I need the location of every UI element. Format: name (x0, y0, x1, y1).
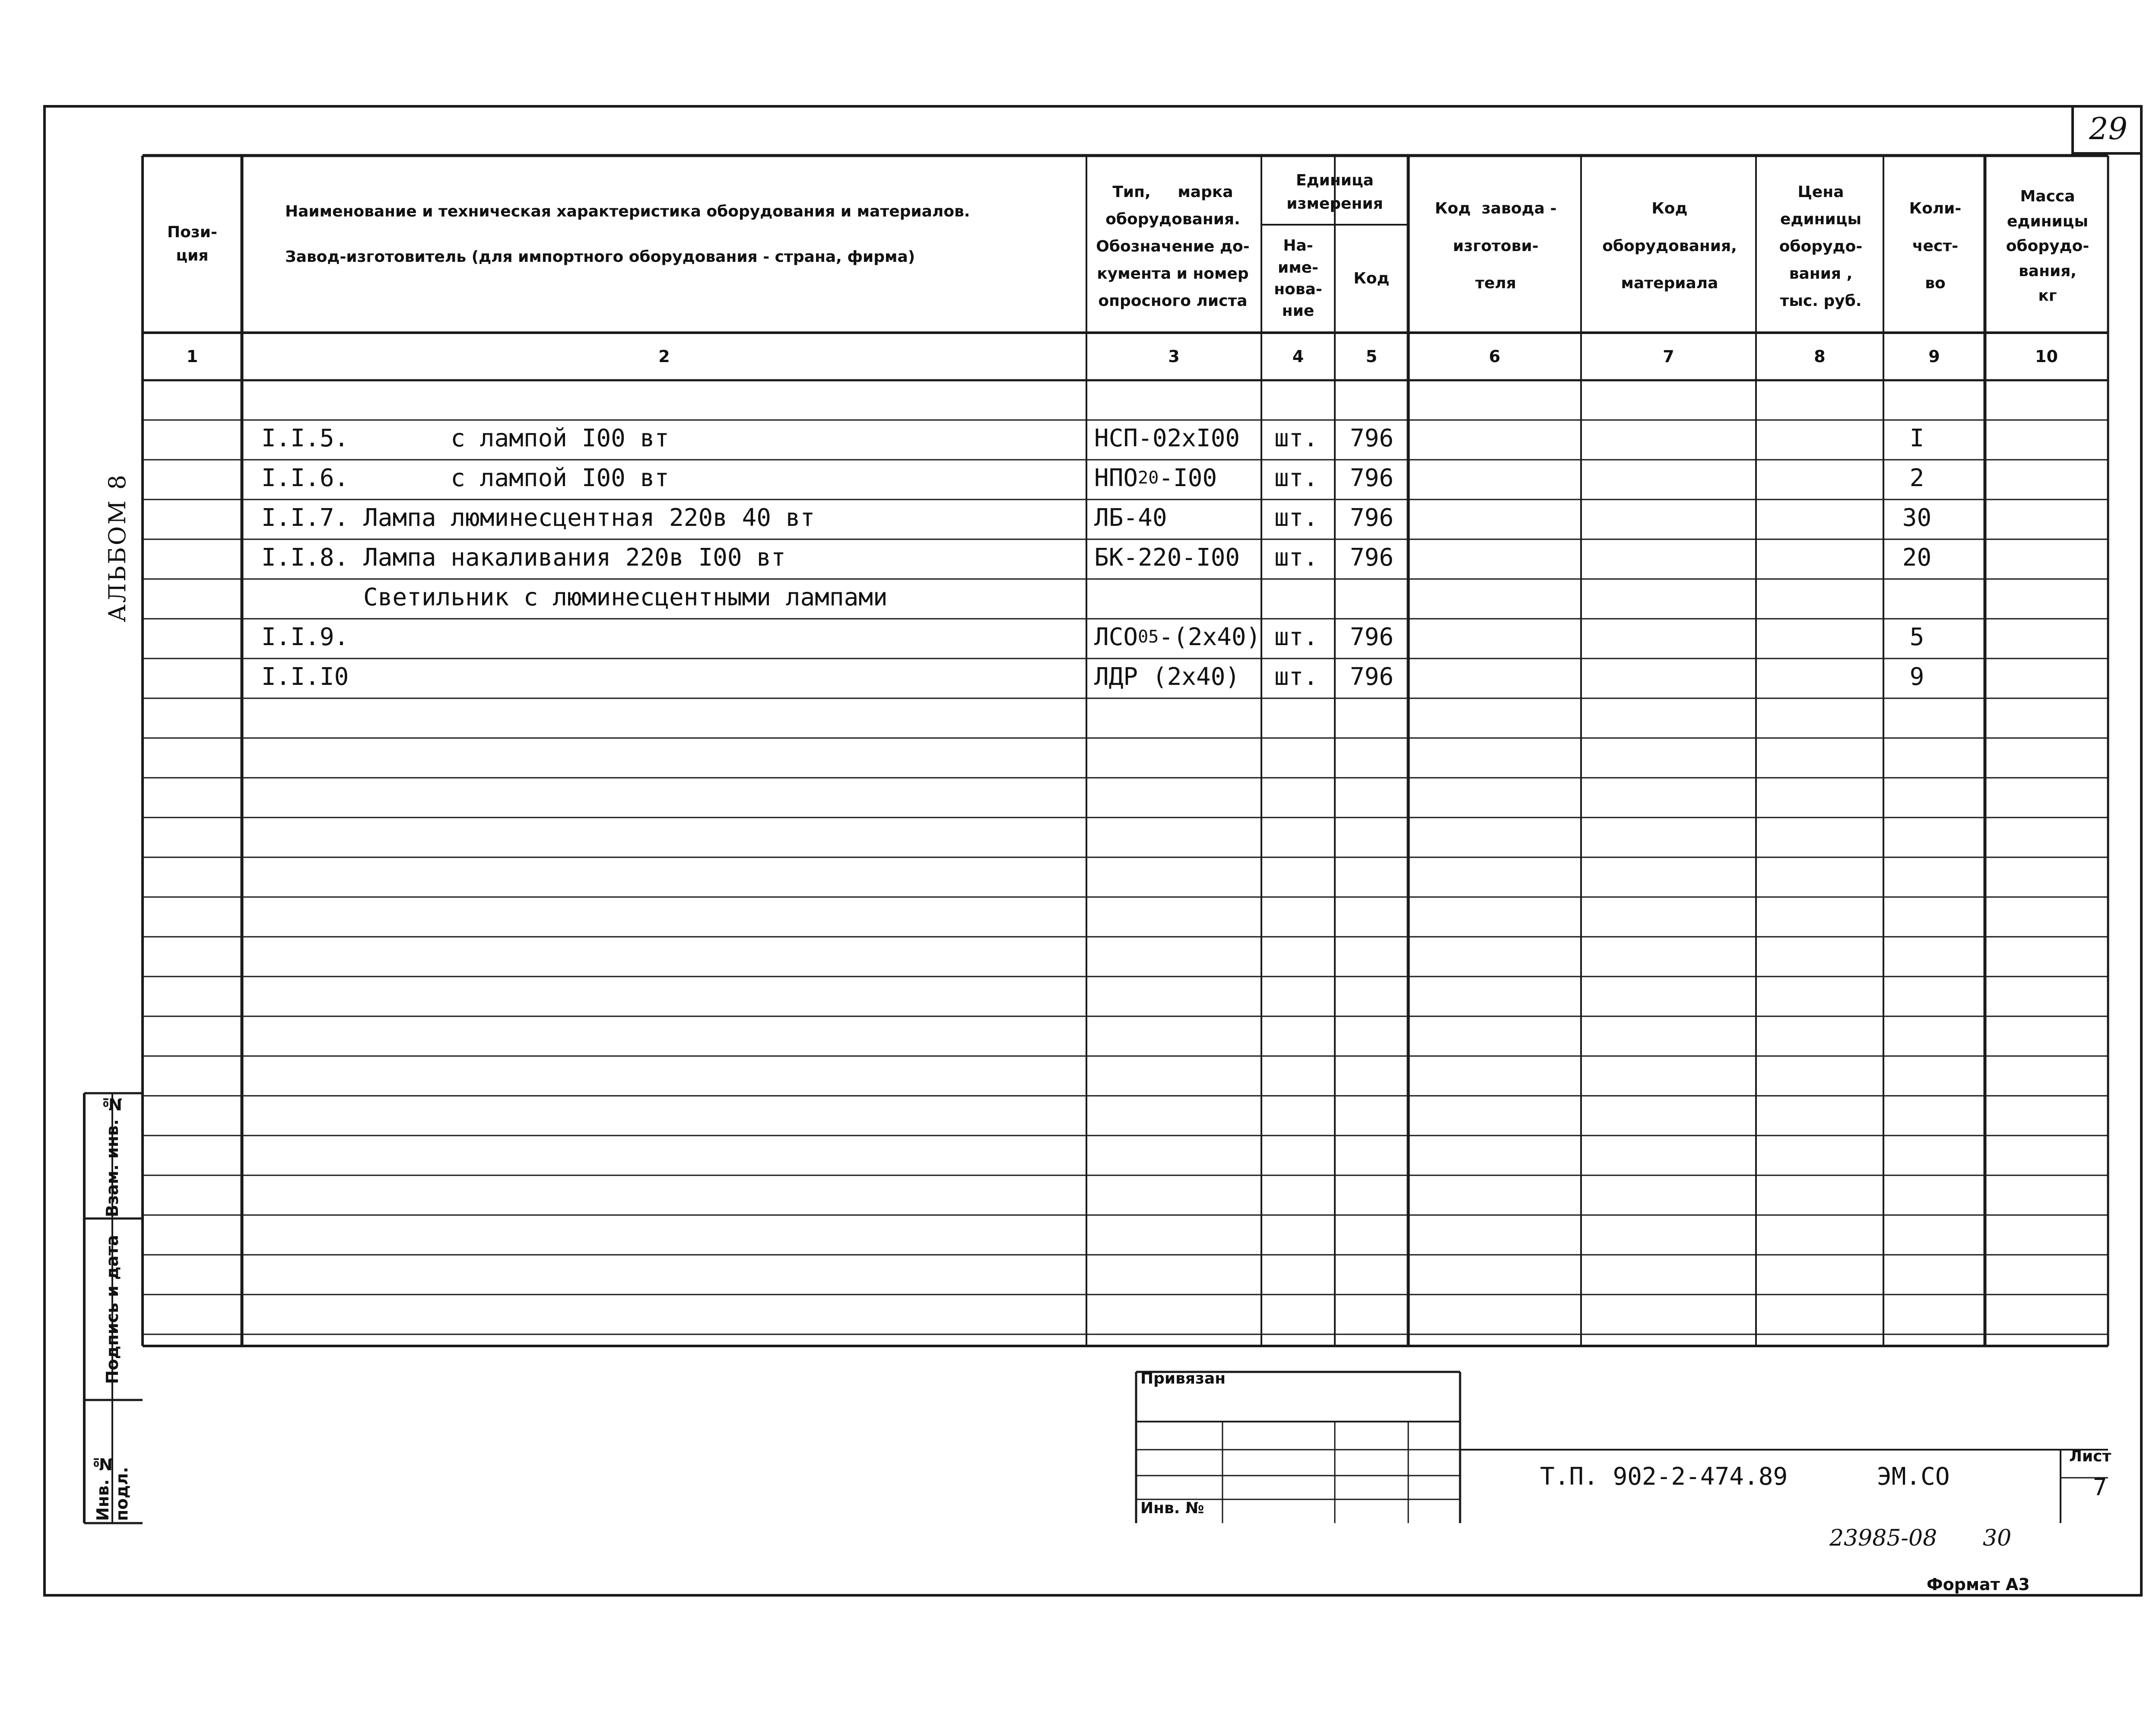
corner-sheet-number: 29 (2071, 105, 2143, 155)
item-type: ЛБ-40 (1094, 503, 1167, 532)
column-number: 3 (1168, 347, 1180, 366)
item-quantity: 20 (1902, 543, 1932, 572)
item-quantity: I (1909, 424, 1924, 452)
format-label: Формат А3 (1927, 1575, 2030, 1594)
item-name: I.I.6. с лампой I00 вт (261, 464, 670, 492)
item-unit-code: 796 (1350, 424, 1394, 452)
item-unit: шт. (1274, 543, 1318, 572)
item-name: I.I.8. Лампа накаливания 220в I00 вт (261, 543, 786, 572)
item-quantity: 5 (1909, 623, 1924, 651)
item-type: НПО 20 -I00 (1094, 464, 1217, 492)
item-name: I.I.9. (261, 623, 349, 651)
item-unit: шт. (1274, 464, 1318, 492)
list-label: Лист (2069, 1448, 2112, 1465)
header-type: Тип, марка оборудования. Обозначение до- кумента и номер опросного листа (1096, 183, 1250, 310)
header-unit-code: Код (1353, 270, 1390, 287)
column-number: 8 (1814, 347, 1826, 366)
column-number: 2 (658, 347, 670, 366)
header-mass: Масса единицы оборудо- вания, кг (2006, 188, 2089, 305)
album-label: АЛЬБОМ 8 (104, 473, 131, 622)
column-number: 9 (1928, 347, 1940, 366)
column-number: 5 (1365, 347, 1378, 366)
item-name: Светильник с люминесцентными лампами (261, 583, 888, 611)
item-type: ЛДР (2х40) (1094, 662, 1240, 691)
item-type: БК-220-I00 (1094, 543, 1240, 572)
header-quantity: Коли- чест- во (1909, 200, 1962, 293)
column-number: 4 (1292, 347, 1304, 366)
column-number: 6 (1489, 347, 1501, 366)
item-unit: шт. (1274, 424, 1318, 452)
stamp-inv-no: Инв. № (1140, 1499, 1204, 1517)
item-type: НСП-02хI00 (1094, 424, 1240, 452)
header-equipment-code: Код оборудования, материала (1602, 200, 1737, 293)
item-type: ЛСО 05 -(2х40) (1094, 623, 1261, 651)
stamp-privyazan: Привязан (1140, 1370, 1226, 1387)
doc-mark: ЭМ.СО (1877, 1463, 1950, 1491)
item-unit-code: 796 (1350, 543, 1394, 572)
header-name-line1: Наименование и техническая характеристика оборудования и материалов. (285, 203, 970, 220)
header-factory-code: Код завода - изготови- теля (1435, 200, 1557, 293)
handwritten-number: 23985-08 (1829, 1525, 1937, 1551)
stamp-podpis-data: Подпись и дата (103, 1234, 122, 1384)
column-number: 1 (186, 347, 198, 366)
stamp-inv-podl: Инв. № подл. (93, 1454, 131, 1521)
stamp-vzam-inv: Взам. инв. № (103, 1094, 122, 1218)
item-unit-code: 796 (1350, 503, 1394, 532)
item-unit-code: 796 (1350, 623, 1394, 651)
item-name: I.I.5. с лампой I00 вт (261, 424, 670, 452)
page-count: 30 (1983, 1525, 2012, 1551)
header-position: Пози- ция (167, 223, 217, 264)
column-number: 7 (1663, 347, 1674, 366)
item-unit: шт. (1274, 662, 1318, 691)
header-name-line2: Завод-изготовитель (для импортного оборудования - страна, фирма) (285, 248, 915, 266)
header-unit: Единица измерения (1286, 172, 1383, 213)
item-unit-code: 796 (1350, 662, 1394, 691)
doc-code: Т.П. 902-2-474.89 (1540, 1463, 1788, 1491)
item-unit: шт. (1274, 503, 1318, 532)
item-unit-code: 796 (1350, 464, 1394, 492)
item-name: I.I.7. Лампа люминесцентная 220в 40 вт (261, 503, 815, 532)
item-unit: шт. (1274, 623, 1318, 651)
column-number: 10 (2035, 347, 2058, 366)
item-quantity: 30 (1902, 503, 1932, 532)
item-name: I.I.I0 (261, 662, 349, 691)
item-quantity: 9 (1909, 662, 1924, 691)
list-number: 7 (2093, 1473, 2107, 1501)
header-unit-name: На- име- нова- ние (1274, 237, 1322, 320)
item-quantity: 2 (1909, 464, 1924, 492)
header-price: Цена единицы оборудо- вания , тыс. руб. (1779, 183, 1863, 310)
